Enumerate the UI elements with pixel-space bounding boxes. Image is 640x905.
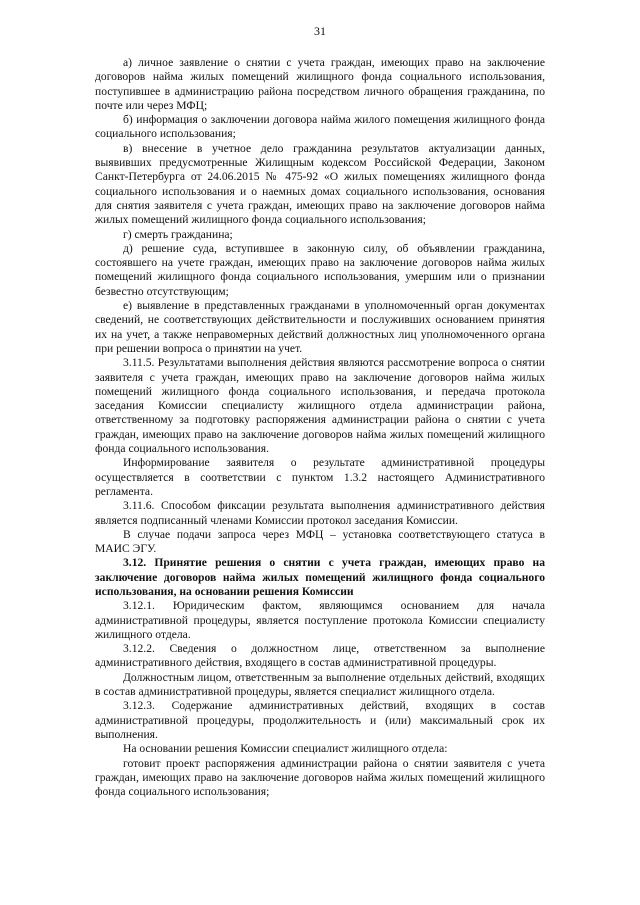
- paragraph-g: г) смерть гражданина;: [123, 227, 233, 241]
- paragraph-b: б) информация о заключении договора найма жилого помещения жилищного фонда социального использования;: [95, 113, 545, 141]
- paragraph-informing: Информирование заявителя о результате административной процедуры осуществляется в соответствии с пунктом 1.3.2 настоящего Административного регламента.: [95, 456, 545, 498]
- paragraph-3-11-6: 3.11.6. Способом фиксации результата выполнения административного действия является подписанный членами Комиссии протокол заседания Комиссии.: [95, 499, 545, 527]
- paragraph-prepares-draft: готовит проект распоряжения администрации района о снятии заявителя с учета граждан, имеющих право на заключение договоров найма жилых помещений жилищного фонда социального использования;: [95, 756, 545, 799]
- page-number: 31: [314, 24, 326, 38]
- document-body: [95, 56, 545, 799]
- paragraph-mfc-status: В случае подачи запроса через МФЦ – установка соответствующего статуса в МАИС ЭГУ.: [95, 527, 545, 556]
- paragraph-commission-decision: На основании решения Комиссии специалист жилищного отдела:: [123, 742, 448, 756]
- paragraph-3-11-5: 3.11.5. Результатами выполнения действия являются рассмотрение вопроса о снятии заявителя с учета граждан, имеющих право на заключение договоров найма жилых помещений жилищного фонда социального использования, и передача протокола заседания Комиссии специалисту жилищного отдела администрации района, ответственному за подготовку распоряжения администрации района о снятии с учета граждан, имеющих право на заключение договоров найма жилых помещений жилищного фонда социального использования.: [95, 356, 545, 456]
- paragraph-e: е) выявление в представленных гражданами в уполномоченный орган документах сведений, не соответствующих действительности и послуживших основанием принятия их на учет, а также неправомерных действий должностных лиц уполномоченного органа при решении вопроса о принятии на учет.: [95, 299, 545, 355]
- paragraph-3-12-1: 3.12.1. Юридическим фактом, являющимся основанием для начала административной процедуры, является поступление протокола Комиссии специалисту жилищного отдела.: [95, 599, 545, 641]
- paragraph-3-12-2: 3.12.2. Сведения о должностном лице, ответственном за выполнение административного действия, входящего в состав административной процедуры.: [95, 642, 545, 670]
- paragraph-responsible-official: Должностным лицом, ответственным за выполнение отдельных действий, входящих в состав административной процедуры, является специалист жилищного отдела.: [95, 670, 545, 699]
- paragraph-d: д) решение суда, вступившее в законную силу, об объявлении гражданина, состоявшего на учете граждан, имеющих право на заключение договоров найма жилых помещений жилищного фонда социального использования, умершим или о признании безвестно отсутствующим;: [95, 241, 545, 298]
- section-heading-3-12: 3.12. Принятие решения о снятии с учета граждан, имеющих право на заключение договоров найма жилых помещений жилищного фонда социального использования, на основании решения Комиссии: [95, 556, 545, 598]
- paragraph-v: в) внесение в учетное дело гражданина результатов актуализации данных, выявивших предусмотренные Жилищным кодексом Российской Федерации, Законом Санкт-Петербурга от 24.06.2015 № 475-92 «О жилых помещениях жилищного фонда социального использования и о наемных домах социального использования, основания для снятия заявителя с учета граждан, имеющих право на заключение договоров найма жилых помещений жилищного фонда социального использования;: [95, 141, 545, 227]
- paragraph-3-12-3: 3.12.3. Содержание административных действий, входящих в состав административной процедуры, продолжительность и (или) максимальный срок их выполнения.: [95, 699, 545, 741]
- paragraph-a: а) личное заявление о снятии с учета граждан, имеющих право на заключение договоров найма жилых помещений жилищного фонда социального использования, поступившее в администрацию района посредством личного обращения гражданина, по почте или через МФЦ;: [95, 56, 545, 112]
